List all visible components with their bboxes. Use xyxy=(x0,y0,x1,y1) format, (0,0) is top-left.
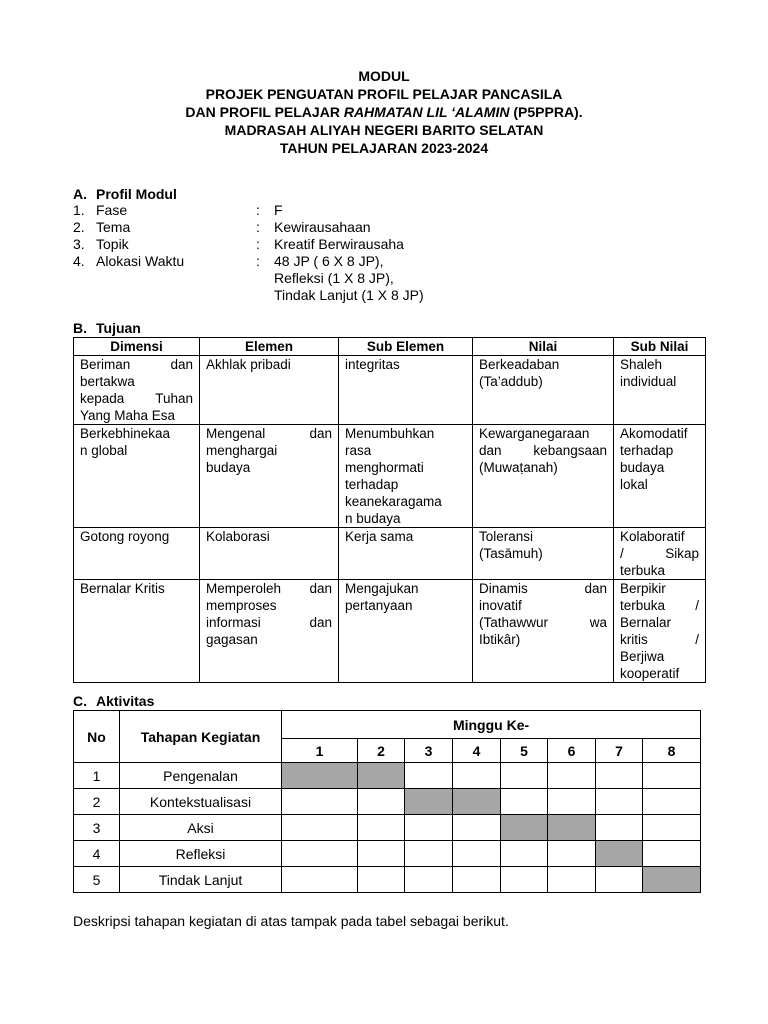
cell-line: n budaya xyxy=(345,511,401,526)
cell-line: Mengenal dan xyxy=(206,426,332,441)
week-cell-active xyxy=(643,867,701,893)
table-row xyxy=(74,425,706,528)
activity-number: 2 xyxy=(74,789,120,815)
cell-line: kooperatif xyxy=(620,666,680,681)
week-cell xyxy=(282,867,358,893)
week-cell-active xyxy=(596,841,643,867)
cell-line: Kolaborasi xyxy=(206,529,270,544)
sub-elemen-cell xyxy=(339,528,473,580)
cell-line: (Ta’addub) xyxy=(479,374,543,389)
sub-nilai-cell xyxy=(614,528,706,580)
week-cell-active xyxy=(501,815,548,841)
cell-line: n global xyxy=(80,443,128,458)
section-b-letter: B. xyxy=(73,320,87,336)
dimensi-cell xyxy=(74,425,200,528)
week-cell xyxy=(643,789,701,815)
cell-line: Kerja sama xyxy=(345,529,414,544)
section-b-title xyxy=(73,320,141,336)
dimensi-cell xyxy=(74,528,200,580)
week-cell xyxy=(405,815,453,841)
profil-item-value-line: Kreatif Berwirausaha xyxy=(274,236,404,252)
header-line-3 xyxy=(0,103,768,121)
cell-line: Akhlak pribadi xyxy=(206,357,291,372)
cell-line: terhadap xyxy=(345,477,399,492)
sub-elemen-cell xyxy=(339,356,473,425)
profil-item-number: 4. xyxy=(73,253,85,269)
cell-line: Mengajukan xyxy=(345,581,419,596)
col-elemen-header: Elemen xyxy=(200,338,339,356)
elemen-cell xyxy=(200,580,339,683)
cell-line: Menumbuhkan xyxy=(345,426,435,441)
week-cell xyxy=(596,867,643,893)
week-header: 4 xyxy=(453,739,501,763)
profil-item-colon: : xyxy=(256,202,260,218)
cell-line: bertakwa xyxy=(80,374,135,389)
cell-line: Berkebhinekaa xyxy=(80,426,171,441)
col-tahapan-header: Tahapan Kegiatan xyxy=(120,711,282,763)
cell-line: integritas xyxy=(345,357,400,372)
cell-line: menghargai xyxy=(206,443,278,458)
nilai-cell xyxy=(473,425,614,528)
sub-elemen-cell xyxy=(339,580,473,683)
week-cell xyxy=(548,763,596,789)
activity-row xyxy=(74,867,701,893)
activity-name: Pengenalan xyxy=(120,763,282,789)
week-header: 7 xyxy=(596,739,643,763)
week-cell xyxy=(643,841,701,867)
week-cell xyxy=(358,789,405,815)
activity-name: Kontekstualisasi xyxy=(120,789,282,815)
week-cell-active xyxy=(405,789,453,815)
header-line-3-italic: RAHMATAN LIL ‘ALAMIN xyxy=(343,104,510,120)
cell-line: rasa xyxy=(345,443,372,458)
cell-line: menghormati xyxy=(345,460,424,475)
cell-line: gagasan xyxy=(206,632,258,647)
activity-number: 4 xyxy=(74,841,120,867)
profil-item-number: 2. xyxy=(73,219,85,235)
col-nilai-header: Nilai xyxy=(473,338,614,356)
section-a-title xyxy=(73,186,177,202)
week-cell xyxy=(501,867,548,893)
week-cell-active xyxy=(453,789,501,815)
activity-row xyxy=(74,763,701,789)
cell-line: (Tasāmuh) xyxy=(479,546,543,561)
week-header: 5 xyxy=(501,739,548,763)
profil-item-colon: : xyxy=(256,219,260,235)
header-line-4: MADRASAH ALIYAH NEGERI BARITO SELATAN xyxy=(224,122,544,138)
tujuan-table xyxy=(73,337,706,683)
week-cell-active xyxy=(282,763,358,789)
col-no-header: No xyxy=(74,711,120,763)
cell-line: Berpikir xyxy=(620,581,666,596)
cell-line: Akomodatif xyxy=(620,426,688,441)
section-a-label: Profil Modul xyxy=(96,186,177,202)
profil-item xyxy=(73,253,713,304)
elemen-cell xyxy=(200,528,339,580)
table-row xyxy=(74,356,706,425)
section-c-title xyxy=(73,693,154,709)
cell-line: Shaleh xyxy=(620,357,663,372)
cell-line: Beriman dan xyxy=(80,357,193,372)
week-cell xyxy=(405,841,453,867)
tujuan-header-row xyxy=(74,338,706,356)
cell-line: kepada Tuhan xyxy=(80,391,193,406)
profil-item-key: Tema xyxy=(96,219,131,235)
week-cell-active xyxy=(548,815,596,841)
elemen-cell xyxy=(200,425,339,528)
week-cell xyxy=(282,841,358,867)
cell-line: Memperoleh dan xyxy=(206,581,332,596)
cell-line: Bernalar xyxy=(620,615,672,630)
aktivitas-header-row-1 xyxy=(74,711,701,739)
week-header: 1 xyxy=(282,739,358,763)
col-dimensi-header: Dimensi xyxy=(74,338,200,356)
activity-number: 5 xyxy=(74,867,120,893)
week-cell xyxy=(643,815,701,841)
week-cell xyxy=(453,841,501,867)
week-cell xyxy=(405,867,453,893)
week-header: 8 xyxy=(643,739,701,763)
nilai-cell xyxy=(473,356,614,425)
activity-row xyxy=(74,789,701,815)
sub-nilai-cell xyxy=(614,425,706,528)
profil-modul-list xyxy=(73,202,713,304)
week-header: 6 xyxy=(548,739,596,763)
week-cell xyxy=(596,763,643,789)
week-cell xyxy=(548,841,596,867)
week-cell xyxy=(405,763,453,789)
cell-line: Bernalar Kritis xyxy=(80,581,165,596)
cell-line: individual xyxy=(620,374,677,389)
cell-line: inovatif xyxy=(479,598,522,613)
dimensi-cell xyxy=(74,356,200,425)
cell-line: Dinamis dan xyxy=(479,581,607,596)
cell-line: Yang Maha Esa xyxy=(80,408,176,423)
cell-line: dan kebangsaan xyxy=(479,443,607,458)
cell-line: Toleransi xyxy=(479,529,534,544)
week-cell xyxy=(548,867,596,893)
week-header: 2 xyxy=(358,739,405,763)
profil-item-colon: : xyxy=(256,236,260,252)
profil-item-number: 3. xyxy=(73,236,85,252)
cell-line: budaya xyxy=(206,460,251,475)
activity-number: 3 xyxy=(74,815,120,841)
nilai-cell xyxy=(473,528,614,580)
cell-line: terbuka / xyxy=(620,598,699,613)
activity-row xyxy=(74,841,701,867)
activity-number: 1 xyxy=(74,763,120,789)
section-b-label: Tujuan xyxy=(96,320,141,336)
cell-line: / Sikap xyxy=(620,546,699,561)
sub-nilai-cell xyxy=(614,580,706,683)
week-cell xyxy=(596,815,643,841)
header-line-3-prefix: DAN PROFIL PELAJAR xyxy=(185,104,344,120)
document-header xyxy=(0,67,768,157)
activity-name: Tindak Lanjut xyxy=(120,867,282,893)
week-cell xyxy=(453,815,501,841)
dimensi-cell xyxy=(74,580,200,683)
profil-item xyxy=(73,236,713,253)
profil-item-value-line: Refleksi (1 X 8 JP), xyxy=(274,270,394,286)
profil-item-value-line: Kewirausahaan xyxy=(274,219,371,235)
cell-line: lokal xyxy=(620,477,648,492)
cell-line: (Muwaṭanah) xyxy=(479,460,558,475)
profil-item-colon: : xyxy=(256,253,260,269)
sub-elemen-cell xyxy=(339,425,473,528)
week-cell xyxy=(282,815,358,841)
description-text: Deskripsi tahapan kegiatan di atas tampak pada tabel sebagai berikut. xyxy=(73,913,509,929)
cell-line: Berjiwa xyxy=(620,649,665,664)
cell-line: Ibtikâr) xyxy=(479,632,521,647)
section-c-letter: C. xyxy=(73,693,87,709)
week-cell-active xyxy=(358,763,405,789)
cell-line: terbuka xyxy=(620,563,666,578)
profil-item xyxy=(73,219,713,236)
table-row xyxy=(74,528,706,580)
profil-item-value xyxy=(274,253,713,304)
cell-line: informasi dan xyxy=(206,615,332,630)
week-cell xyxy=(501,841,548,867)
cell-line: terhadap xyxy=(620,443,674,458)
cell-line: pertanyaan xyxy=(345,598,413,613)
activity-name: Aksi xyxy=(120,815,282,841)
header-line-5: TAHUN PELAJARAN 2023-2024 xyxy=(279,140,489,156)
week-cell xyxy=(643,763,701,789)
col-minggu-header: Minggu Ke- xyxy=(282,711,701,739)
elemen-cell xyxy=(200,356,339,425)
header-line-2: PROJEK PENGUATAN PROFIL PELAJAR PANCASILA xyxy=(205,86,563,102)
week-cell xyxy=(358,815,405,841)
cell-line: Gotong royong xyxy=(80,529,170,544)
week-cell xyxy=(453,867,501,893)
week-cell xyxy=(548,789,596,815)
profil-item-value-line: 48 JP ( 6 X 8 JP), xyxy=(274,253,384,269)
col-sub-nilai-header: Sub Nilai xyxy=(614,338,706,356)
profil-item-value-line: Tindak Lanjut (1 X 8 JP) xyxy=(274,287,424,303)
header-line-1: MODUL xyxy=(358,68,410,84)
profil-item-value xyxy=(274,219,713,236)
section-a-letter: A. xyxy=(73,186,87,202)
cell-line: keanekaragama xyxy=(345,494,442,509)
cell-line: memproses xyxy=(206,598,277,613)
cell-line: Kolaboratif xyxy=(620,529,685,544)
cell-line: (Tathawwur wa xyxy=(479,615,607,630)
profil-item-number: 1. xyxy=(73,202,85,218)
week-cell xyxy=(358,867,405,893)
week-cell xyxy=(358,841,405,867)
cell-line: Berkeadaban xyxy=(479,357,560,372)
nilai-cell xyxy=(473,580,614,683)
profil-item-key: Alokasi Waktu xyxy=(96,253,185,269)
week-cell xyxy=(282,789,358,815)
table-row xyxy=(74,580,706,683)
cell-line: Kewarganegaraan xyxy=(479,426,590,441)
col-sub-elemen-header: Sub Elemen xyxy=(339,338,473,356)
week-cell xyxy=(453,763,501,789)
profil-item-value xyxy=(274,202,713,219)
sub-nilai-cell xyxy=(614,356,706,425)
profil-item-value-line: F xyxy=(274,202,283,218)
profil-item-value xyxy=(274,236,713,253)
week-cell xyxy=(596,789,643,815)
activity-name: Refleksi xyxy=(120,841,282,867)
profil-item-key: Fase xyxy=(96,202,128,218)
profil-item-key: Topik xyxy=(96,236,129,252)
aktivitas-table xyxy=(73,710,701,893)
profil-item xyxy=(73,202,713,219)
week-header: 3 xyxy=(405,739,453,763)
header-line-3-suffix: (P5PPRA). xyxy=(509,104,583,120)
week-cell xyxy=(501,763,548,789)
cell-line: budaya xyxy=(620,460,665,475)
activity-row xyxy=(74,815,701,841)
week-cell xyxy=(501,789,548,815)
cell-line: kritis / xyxy=(620,632,699,647)
section-c-label: Aktivitas xyxy=(96,693,155,709)
